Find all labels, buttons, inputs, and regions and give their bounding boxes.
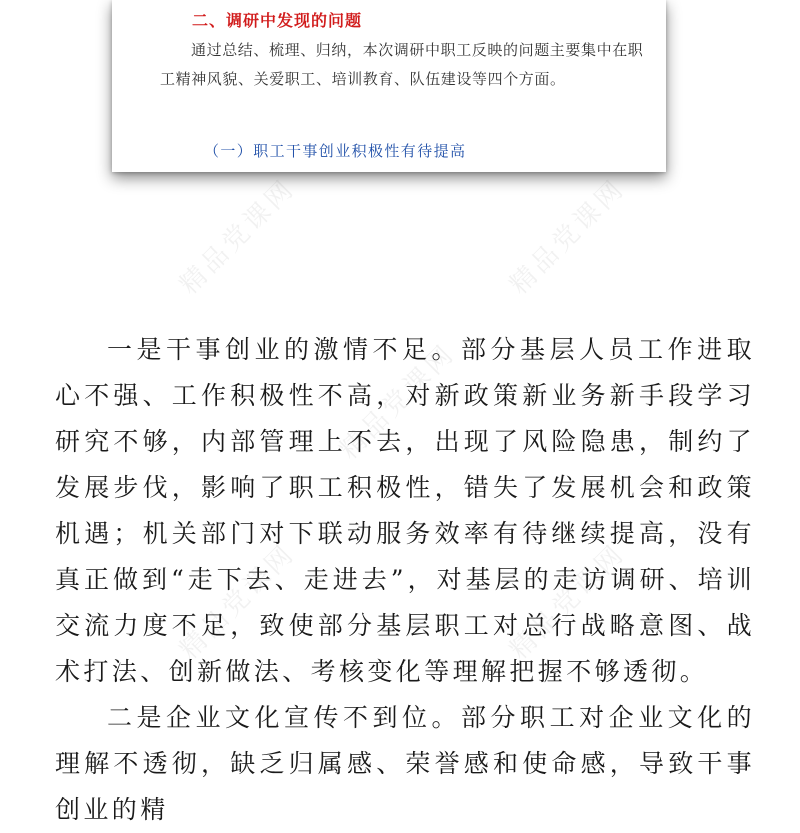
body-paragraph: 二是企业文化宣传不到位。部分职工对企业文化的理解不透彻，缺乏归属感、荣誉感和使命感，导致干事创业的精 — [55, 703, 755, 824]
watermark: 精品党课网 — [174, 538, 302, 666]
document-body — [55, 327, 755, 833]
body-paragraph: 一是干事创业的激情不足。部分基层人员工作进取心不强、工作积极性不高，对新政策新业务新手段学习研究不够，内部管理上不去，出现了风险隐患，制约了发展步伐，影响了职工积极性，错失了发展机会和政策机遇；机关部门对下联动服务效率有待继续提高，没有真正做到“走下去、走进去”，对基层的走访调研、培训交流力度不足，致使部分基层职工对总行战略意图、战术打法、创新做法、考核变化等理解把握不够透彻。 — [55, 335, 755, 686]
document-preview-card — [112, 0, 666, 172]
subsection-heading: （一）职工干事创业积极性有待提高 — [204, 142, 467, 160]
watermark: 精品党课网 — [504, 173, 632, 301]
section-heading: 二、调研中发现的问题 — [192, 11, 363, 30]
watermark: 精品党课网 — [174, 173, 302, 301]
section-intro-paragraph: 通过总结、梳理、归纳，本次调研中职工反映的问题主要集中在职工精神风貌、关爱职工、培训教育、队伍建设等四个方面。 — [160, 41, 644, 88]
watermark: 精品党课网 — [504, 538, 632, 666]
watermark: 精品党课网 — [334, 338, 462, 466]
